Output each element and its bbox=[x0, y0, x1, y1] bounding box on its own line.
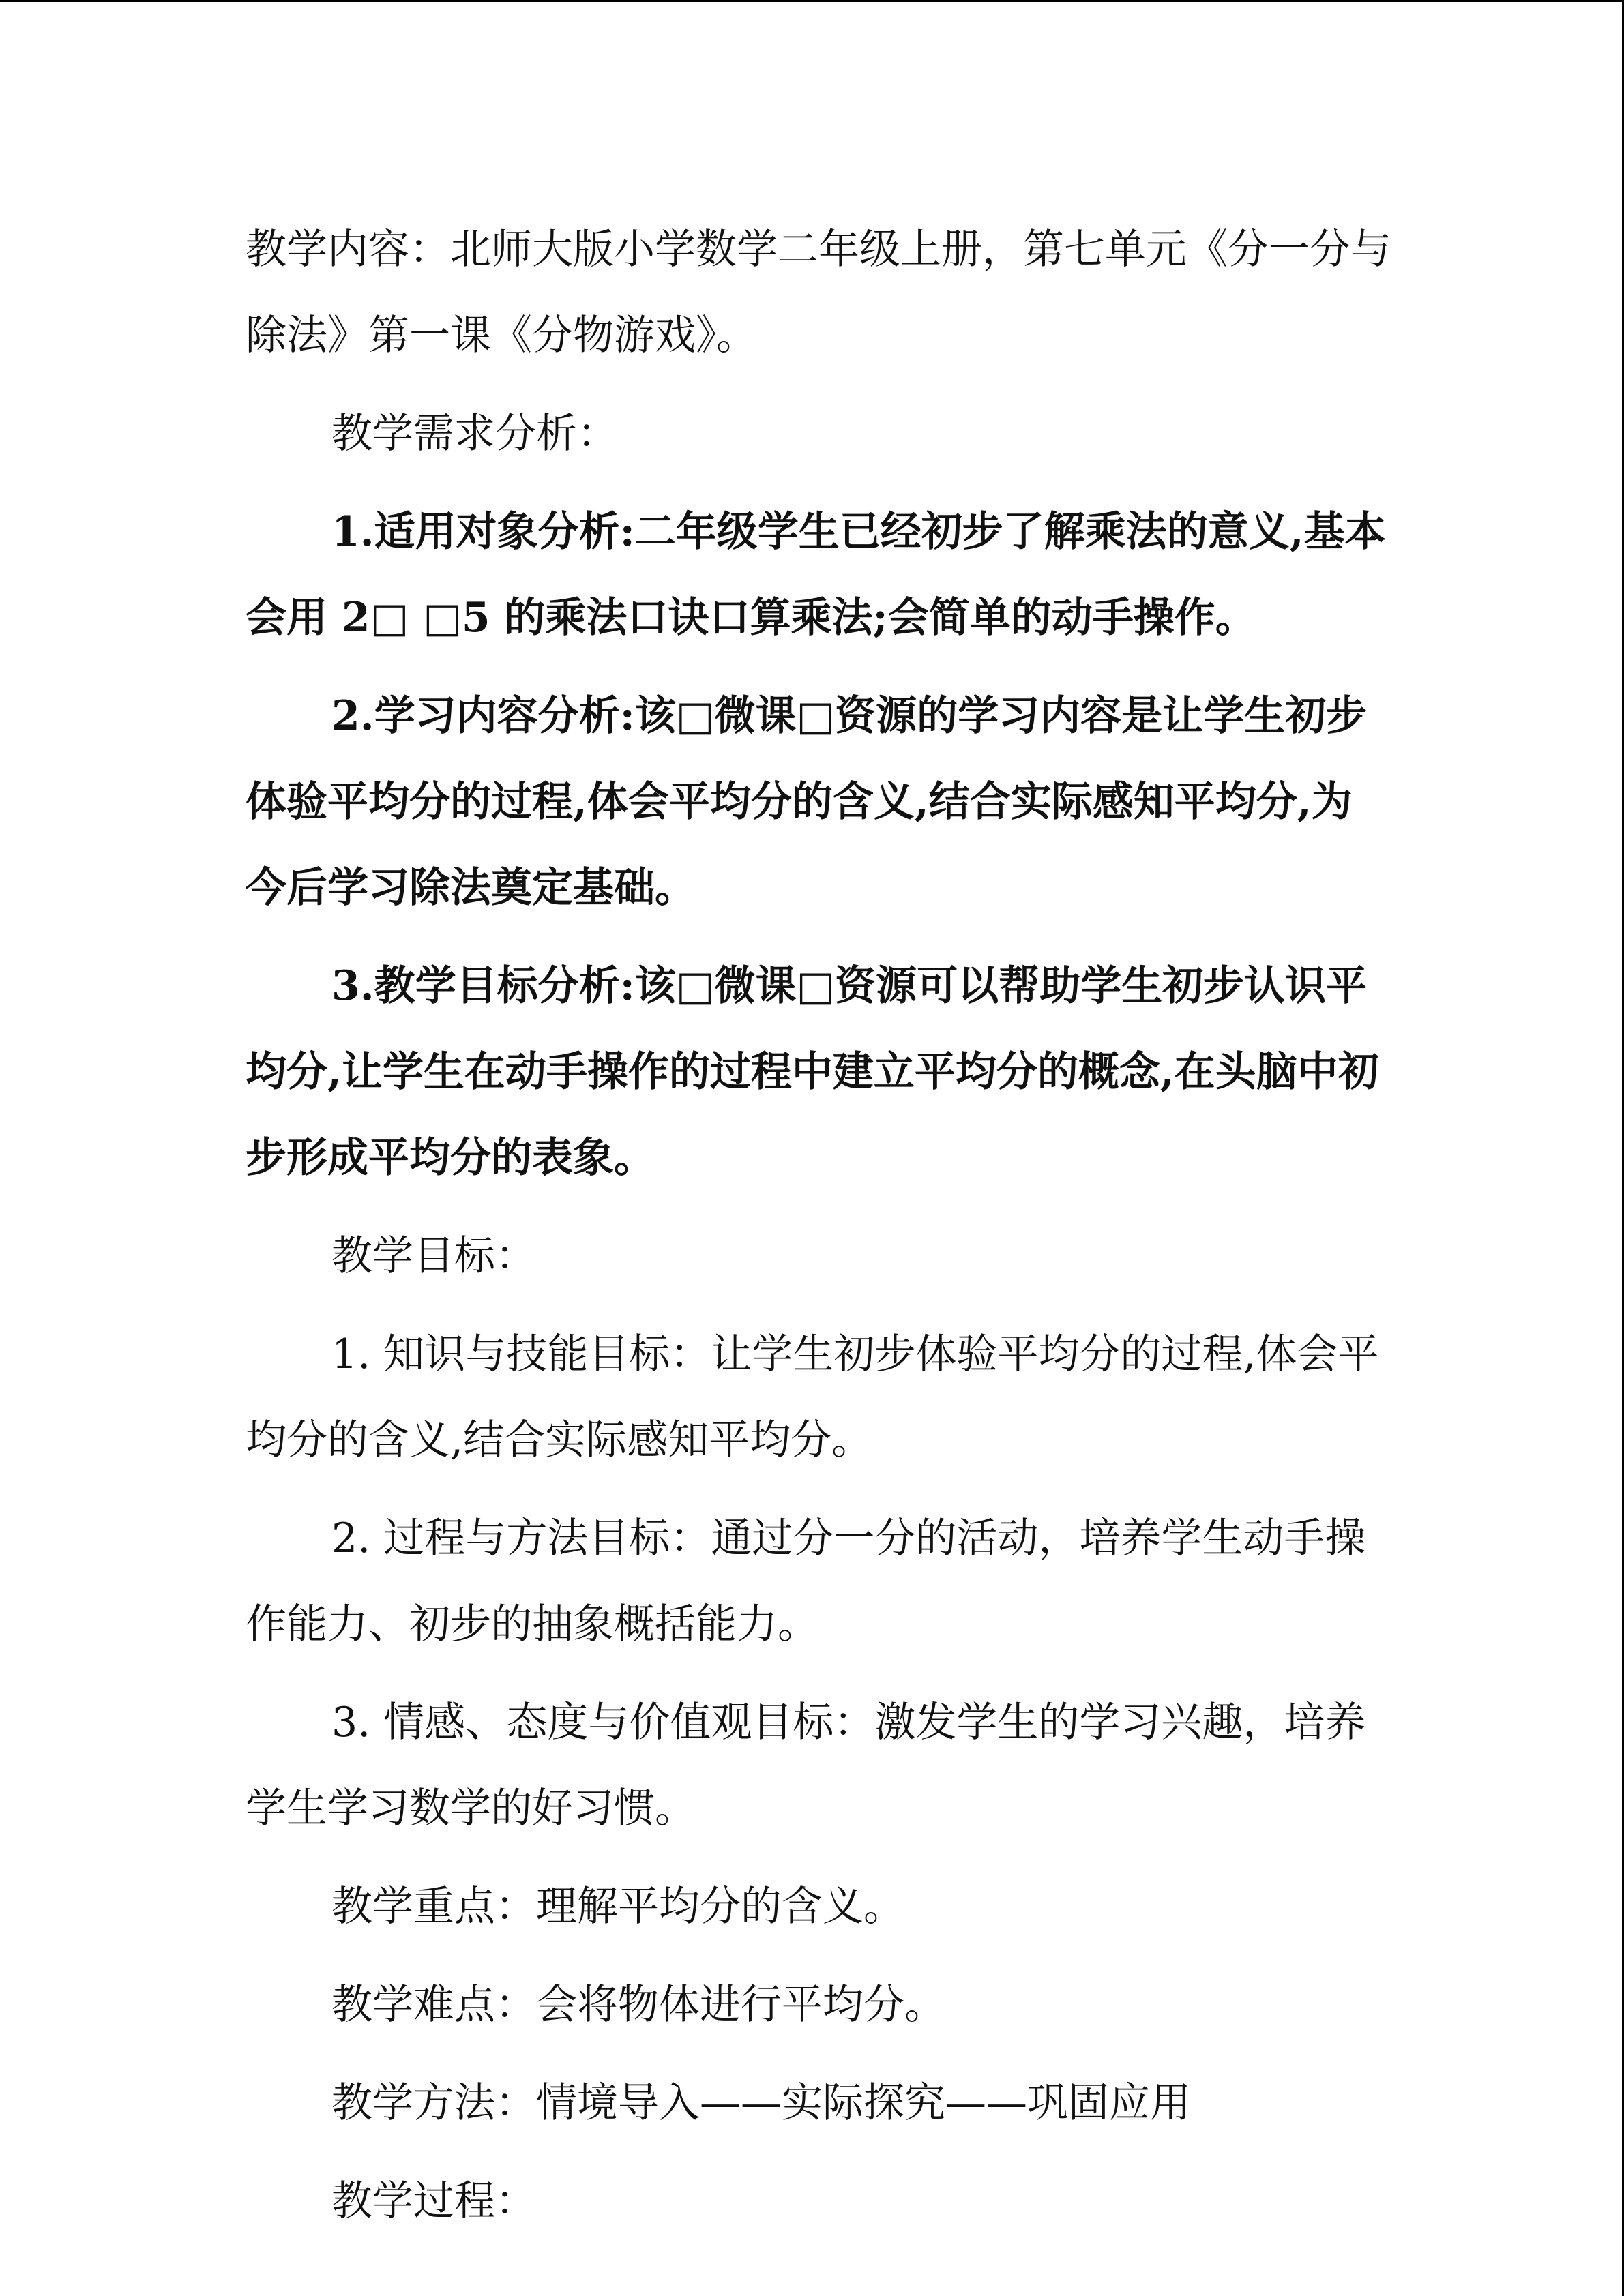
paragraph-key-point: 教学重点：理解平均分的含义。 bbox=[331, 1883, 904, 1930]
heading-teaching-goals: 教学目标： bbox=[331, 1232, 536, 1280]
paragraph-process-goal: 2. 过程与方法目标：通过分一分的活动，培养学生动手操作能力、初步的抽象概括能力。 bbox=[246, 1515, 1366, 1648]
paragraph-content-analysis: 2.学习内容分析:该□微课□资源的学习内容是让学生初步体验平均分的过程,体会平均分的含义,结合实际感知平均分,为今后学习除法奠定基础。 bbox=[246, 692, 1368, 912]
paragraph-audience-analysis: 1.适用对象分析:二年级学生已经初步了解乘法的意义,基本会用 2□ □5 的乘法口诀口算乘法;会简单的动手操作。 bbox=[246, 508, 1386, 642]
paragraph-teaching-content: 教学内容：北师大版小学数学二年级上册，第七单元《分一分与除法》第一课《分物游戏》。 bbox=[246, 226, 1391, 359]
heading-needs-analysis: 教学需求分析： bbox=[331, 410, 618, 458]
paragraph-difficulty: 教学难点：会将物体进行平均分。 bbox=[331, 1981, 945, 2029]
paragraph-method: 教学方法：情境导入——实际探究——巩固应用 bbox=[331, 2079, 1191, 2127]
paragraph-emotion-goal: 3. 情感、态度与价值观目标：激发学生的学习兴趣，培养学生学习数学的好习惯。 bbox=[246, 1699, 1366, 1832]
paragraph-knowledge-goal: 1. 知识与技能目标：让学生初步体验平均分的过程,体会平均分的含义,结合实际感知平均分。 bbox=[246, 1330, 1379, 1464]
document-body bbox=[246, 207, 1391, 2244]
heading-teaching-process: 教学过程： bbox=[331, 2177, 536, 2225]
paragraph-goal-analysis: 3.教学目标分析:该□微课□资源可以帮助学生初步认识平均分,让学生在动手操作的过程中建立平均分的概念,在头脑中初步形成平均分的表象。 bbox=[246, 962, 1379, 1182]
